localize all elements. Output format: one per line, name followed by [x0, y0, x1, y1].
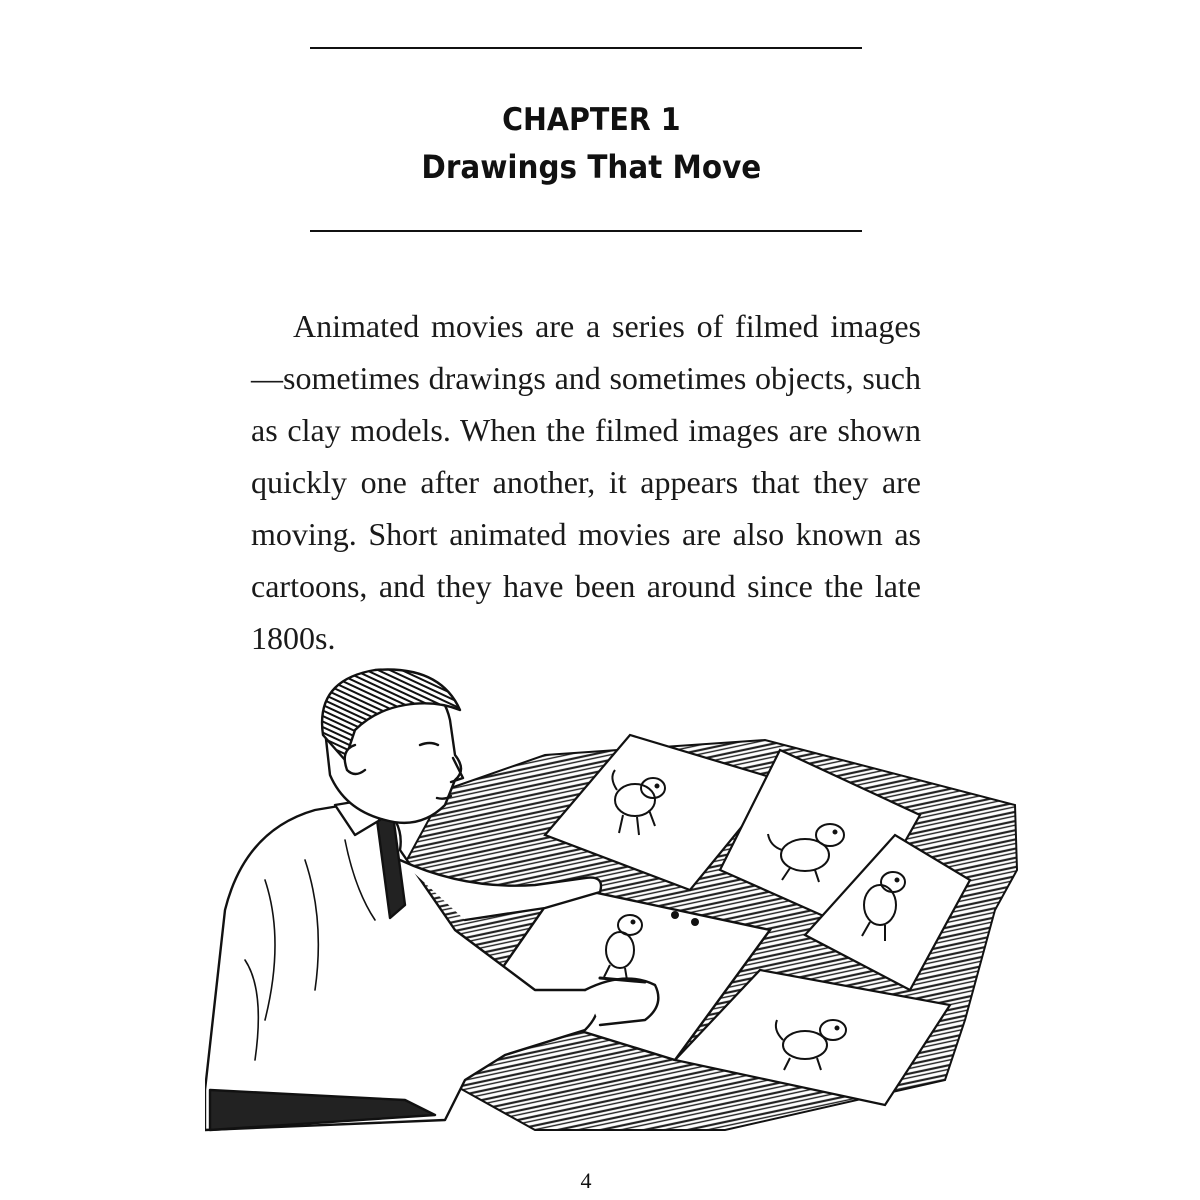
bottom-rule	[310, 230, 862, 232]
animator-illustration	[205, 660, 1020, 1150]
chapter-title: Drawings That Move	[421, 148, 762, 186]
chapter-label: CHAPTER 1	[502, 102, 681, 138]
page-number: 4	[580, 1168, 592, 1193]
top-rule	[310, 47, 862, 49]
chapter-heading	[0, 98, 1200, 192]
body-paragraph: Animated movies are a series of filmed images—sometimes drawings and sometimes objects, such as clay models. When the filmed images are shown quickly one after another, it appears that they are moving. Short animated movies are also known as cartoons, and they have been around since the late 1800s.	[251, 308, 921, 656]
